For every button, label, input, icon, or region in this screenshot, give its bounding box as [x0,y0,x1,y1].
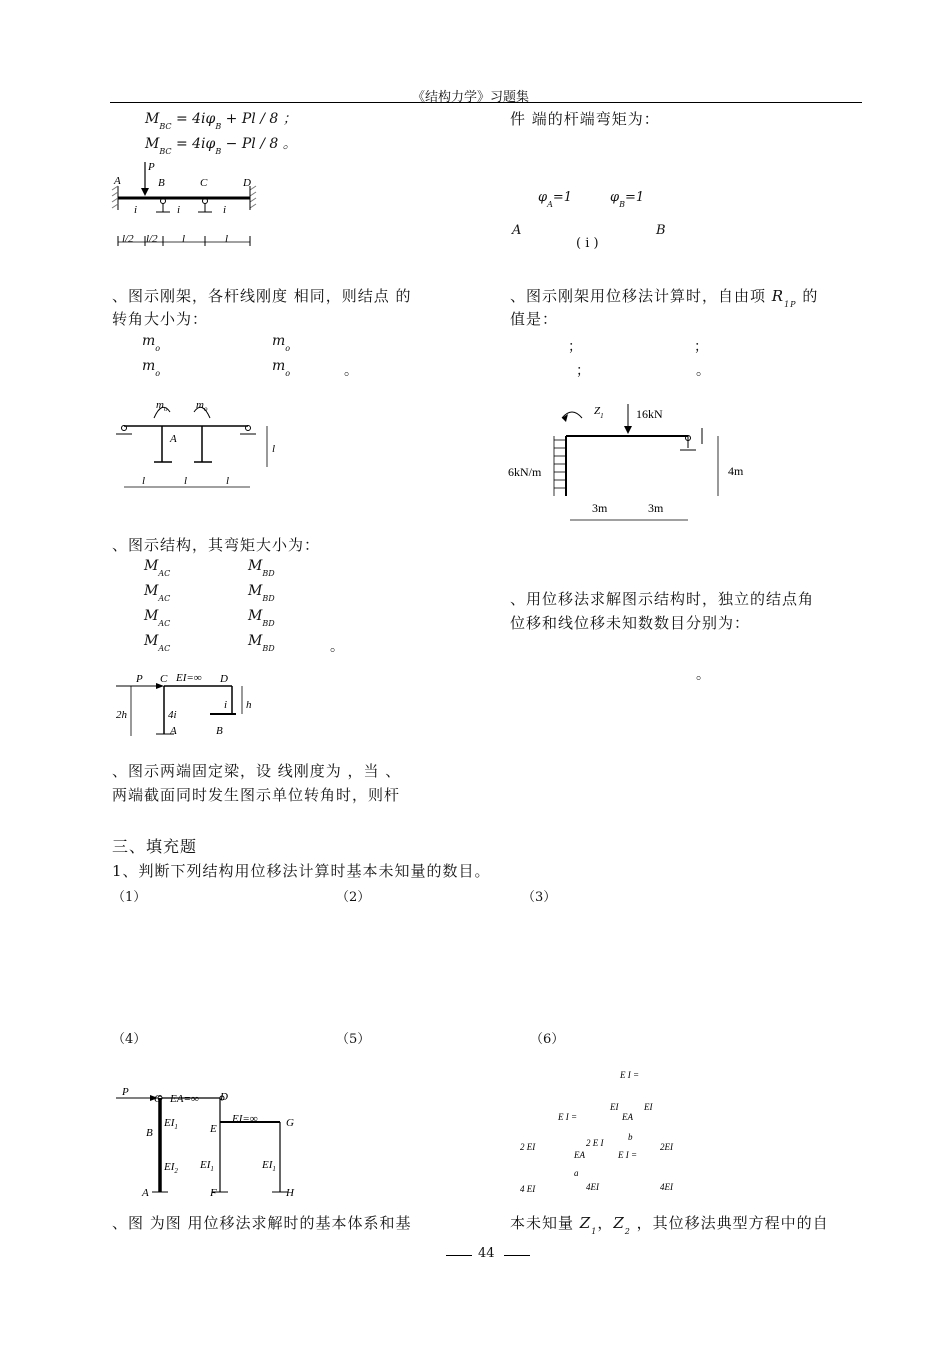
right-label-a: A [512,223,522,238]
beam-label-D: D [243,177,251,189]
left-q3-line1: 、图示两端固定梁，设 线刚度为 ，当 、 [112,762,402,780]
frame1-dim-3: l [226,475,230,487]
item-6: （6） [530,1032,565,1047]
frame6-t11: E I = [618,1150,638,1160]
left-q1-opt-c: $m_o$ [142,358,161,378]
left-q1-end: 。 [344,363,358,379]
frame4-label-P: P [122,1086,129,1098]
frame4-label-H: H [286,1187,294,1199]
frame6-t9: 2EI [660,1142,673,1152]
beam-label-i2: i [177,204,181,216]
frame4-label-C: C [154,1093,162,1105]
frame1-dim-1: l [142,475,146,487]
section3-title: 三、填充题 [112,837,198,856]
frame2-label-EI: EI=∞ [176,672,202,684]
left-q2-opt-ac-4: $M_{AC}$ [144,633,171,653]
right-q2-end: 。 [696,667,710,683]
left-q1-opt-d: $m_o$ [272,358,291,378]
right-rot-a: $\varphi_A=1$ [538,190,573,209]
left-q2-end: 。 [330,639,344,655]
item-1: （1） [112,890,147,905]
frame3-label-q: 6kN/m [508,465,542,479]
frame4-label-EIr: $EI_1$ [262,1159,276,1173]
right-q1-semi-3: ； [576,363,590,379]
beam-dim-3: l [182,233,186,245]
frame3-label-Z: $Z_1$ [594,405,604,420]
item-3: （3） [522,890,557,905]
footer-rule-right [504,1255,530,1256]
frame4-label-E: E [210,1123,217,1135]
left-q0-opt1: $M_{BC} = 4i\varphi_B + Pl / 8$ ； [145,111,297,131]
right-q1-semi-1: ； [568,339,582,355]
item-4: （4） [112,1032,147,1047]
left-q2-opt-bd-2: $M_{BD}$ [248,583,275,603]
right-q1-line1: 、图示刚架用位移法计算时，自由项 $R_{1P}$ 的 [510,287,819,309]
left-q1-opt-a: $m_o$ [142,333,161,353]
frame4-label-EIinf: EI=∞ [232,1113,258,1125]
frame3-label-load: 16kN [636,407,663,421]
frame4-label-F: F [210,1187,217,1199]
left-q2-opt-ac-2: $M_{AC}$ [144,583,171,603]
frame4-label-EI1: $EI_1$ [164,1117,178,1131]
frame-load-figure [506,396,756,526]
frame6-t7: 2 EI [520,1142,536,1152]
frame3-label-b: 3m [648,501,664,515]
left-q2-opt-bd-4: $M_{BD}$ [248,633,275,653]
left-q2-line1: 、图示结构，其弯矩大小为： [112,536,321,554]
frame6-t5: EA [622,1112,633,1122]
section3-q1: 1、判断下列结构用位移法计算时基本未知量的数目。 [112,862,491,880]
frame4-label-D: D [220,1091,228,1103]
beam-dim-2: l/2 [146,233,158,245]
frame1-dim-2: l [184,475,188,487]
header-rule [110,102,862,103]
frame-item4-figure [112,1080,312,1202]
page-header-title: 《结构力学》习题集 [412,90,530,105]
right-label-i: ( i ) [576,236,599,251]
left-q0-opt2: $M_{BC} = 4i\varphi_B - Pl / 8$ 。 [145,136,297,156]
beam-label-P: P [148,161,155,173]
frame4-label-EI2: $EI_2$ [164,1161,178,1175]
right-q1-end: 。 [696,363,710,379]
bottom-right-line: 本未知量 $Z_1$，$Z_2$ ，其位移法典型方程中的自 [510,1214,829,1236]
frame-item6-figure [510,1062,710,1198]
frame4-label-G: G [286,1117,294,1129]
right-q2-line1: 、用位移法求解图示结构时，独立的结点角 [510,590,815,608]
frame6-t4: E I = [558,1112,578,1122]
frame4-label-B: B [146,1127,153,1139]
frame6-t8: 2 E I [586,1138,604,1148]
frame6-t15: 4EI [660,1182,673,1192]
frame2-label-A: A [170,725,177,737]
frame6-t10: EA [574,1150,585,1160]
beam-label-i1: i [134,204,138,216]
frame2-label-i: i [224,699,228,711]
frame6-t1: E I = [620,1070,640,1080]
frame3-label-h: 4m [728,464,744,478]
beam-dim-4: l [225,233,229,245]
frame2-label-D: D [220,673,228,685]
beam-dim-1: l/2 [122,233,134,245]
right-q2-line2: 位移和线位移未知数数目分别为： [510,614,751,632]
left-q1-line1: 、图示刚架，各杆线刚度 相同，则结点 的 [112,287,412,305]
frame2-label-h: h [246,699,252,711]
right-q1-semi-2: ； [694,339,708,355]
frame6-t6: b [628,1132,633,1142]
bottom-left-line: 、图 为图 用位移法求解时的基本体系和基 [112,1214,412,1232]
frame6-t2: EI [610,1102,619,1112]
frame-rotation-figure [110,392,285,497]
frame4-label-A: A [142,1187,149,1199]
frame-moment-figure [110,666,260,746]
frame6-t14: 4EI [586,1182,599,1192]
left-q2-opt-ac-1: $M_{AC}$ [144,558,171,578]
frame2-label-2h: 2h [116,709,127,721]
beam-label-A: A [114,175,121,187]
frame2-label-P: P [136,673,143,685]
item-2: （2） [336,890,371,905]
page-number: 44 [478,1246,495,1261]
frame2-label-B: B [216,725,223,737]
left-q2-opt-bd-3: $M_{BD}$ [248,608,275,628]
frame1-dim-h: l [272,443,276,455]
frame3-label-a: 3m [592,501,608,515]
right-label-b: B [656,223,666,238]
frame1-m-right: $m_o$ [196,399,208,413]
frame4-label-EA: EA=∞ [170,1093,199,1105]
right-q0-line1: 件 端的杆端弯矩为： [510,110,660,128]
frame6-t12: a [574,1168,579,1178]
item-5: （5） [336,1032,371,1047]
left-q3-line2: 两端截面同时发生图示单位转角时，则杆 [112,786,401,804]
right-rot-b: $\varphi_B=1$ [610,190,645,209]
right-q1-line2: 值是： [510,310,559,328]
frame4-label-EIc: $EI_1$ [200,1159,214,1173]
left-q1-line2: 转角大小为： [112,310,209,328]
beam-label-C: C [200,177,208,189]
left-q2-opt-bd-1: $M_{BD}$ [248,558,275,578]
left-q1-opt-b: $m_o$ [272,333,291,353]
footer-rule-left [446,1255,472,1256]
frame6-t13: 4 EI [520,1184,536,1194]
left-q2-opt-ac-3: $M_{AC}$ [144,608,171,628]
frame1-m-left: $m_o$ [156,399,168,413]
frame6-t3: EI [644,1102,653,1112]
beam-label-i3: i [223,204,227,216]
frame1-label-A: A [170,433,177,445]
frame2-label-C: C [160,673,168,685]
continuous-beam-figure [110,160,260,252]
frame2-label-4i: 4i [168,709,177,721]
beam-label-B: B [158,177,165,189]
